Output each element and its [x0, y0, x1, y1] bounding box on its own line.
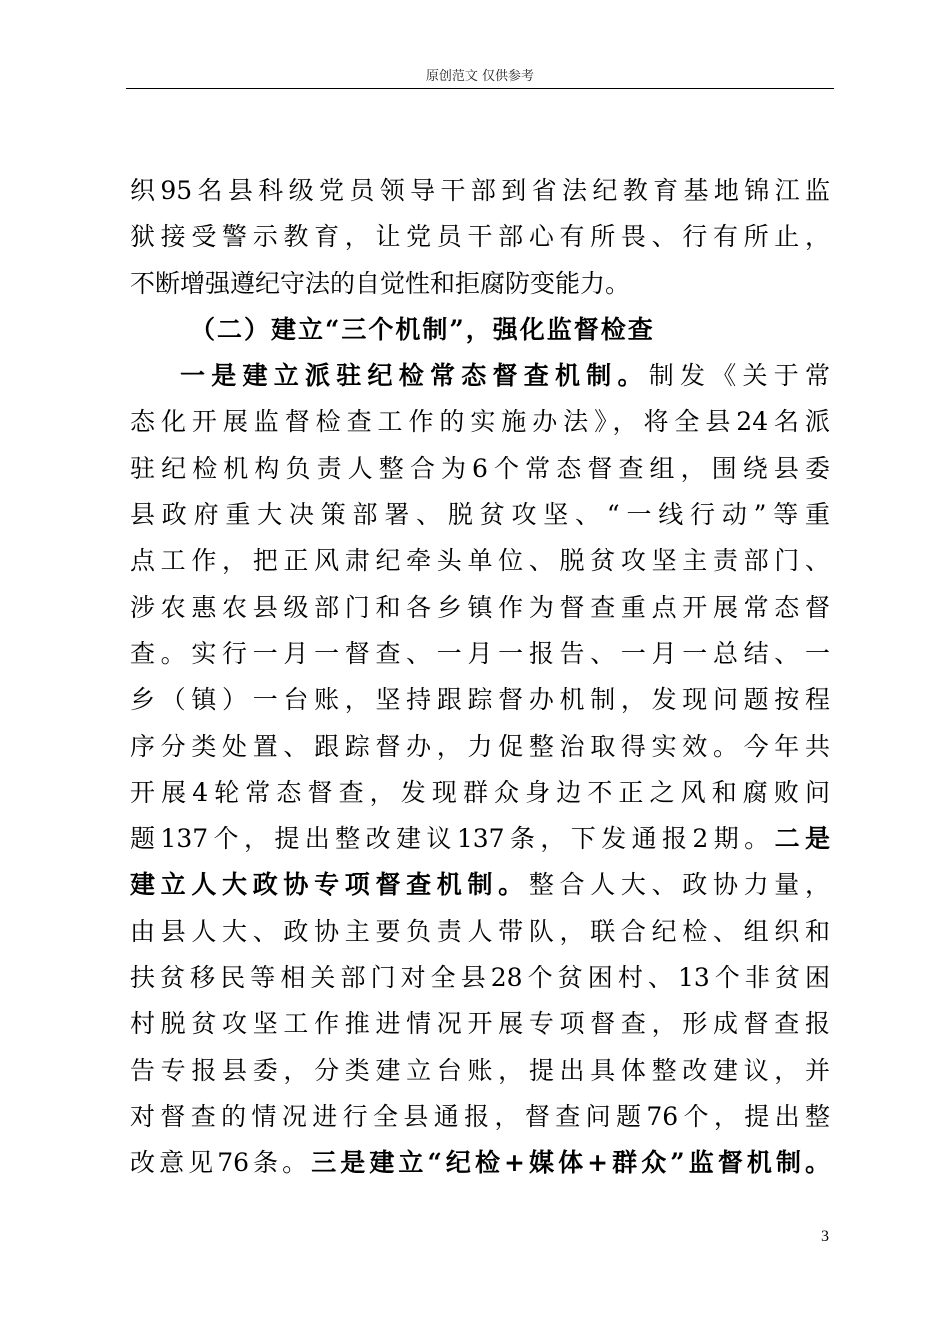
body-line-8: 县政府重大决策部署、脱贫攻坚、“一线行动”等重	[130, 500, 830, 530]
body-line-7: 驻纪检机构负责人整合为6个常态督查组，围绕县委	[130, 453, 830, 483]
body-line-18: 扶贫移民等相关部门对全县28个贫困村、13个非贫困	[130, 963, 830, 993]
body-line-19: 村脱贫攻坚工作推进情况开展专项督查，形成督查报	[130, 1009, 830, 1039]
body-line-9: 点工作，把正风肃纪牵头单位、脱贫攻坚主责部门、	[130, 546, 830, 576]
body-line-16: 建立人大政协专项督查机制。整合人大、政协力量，	[130, 870, 830, 900]
bold-lead-2-cont: 建立人大政协专项督查机制。	[130, 870, 529, 900]
body-line-22: 改意见76条。三是建立“纪检+媒体+群众”监督机制。	[130, 1148, 831, 1178]
body-line-14: 开展4轮常态督查，发现群众身边不正之风和腐败问	[130, 777, 830, 807]
bold-lead-1: 一是建立派驻纪检常态督查机制。	[180, 361, 649, 391]
page-number: 3	[821, 1228, 829, 1245]
bold-lead-3: 三是建立“纪检+媒体+群众”监督机制。	[311, 1148, 831, 1178]
body-line-3: 不断增强遵纪守法的自觉性和拒腐防变能力。	[130, 268, 631, 298]
body-line-20: 告专报县委，分类建立台账，提出具体整改建议，并	[130, 1055, 830, 1085]
body-line-2: 狱接受警示教育，让党员干部心有所畏、行有所止，	[130, 222, 830, 252]
body-line-21: 对督查的情况进行全县通报，督查问题76个，提出整	[130, 1101, 830, 1131]
header-divider	[126, 88, 834, 89]
bold-lead-2: 二是	[774, 824, 830, 854]
body-line-12: 乡（镇）一台账，坚持跟踪督办机制，发现问题按程	[130, 685, 830, 715]
body-line-17: 由县人大、政协主要负责人带队，联合纪检、组织和	[130, 916, 830, 946]
document-body	[130, 168, 830, 1187]
body-line-1: 织95名县科级党员领导干部到省法纪教育基地锦江监	[130, 176, 830, 205]
body-line-15: 题137个，提出整改建议137条，下发通报2期。二是	[130, 824, 830, 854]
body-line-10: 涉农惠农县级部门和各乡镇作为督查重点开展常态督	[130, 592, 830, 622]
page-header: 原创范文 仅供参考	[425, 69, 535, 84]
body-line-11: 查。实行一月一督查、一月一报告、一月一总结、一	[130, 638, 830, 668]
body-line-13: 序分类处置、跟踪督办，力促整治取得实效。今年共	[130, 731, 830, 761]
section-heading: （二）建立“三个机制”，强化监督检查	[190, 314, 655, 344]
body-line-6: 态化开展监督检查工作的实施办法》，将全县24名派	[130, 407, 830, 437]
body-line-5: 一是建立派驻纪检常态督查机制。制发《关于常	[180, 361, 830, 391]
